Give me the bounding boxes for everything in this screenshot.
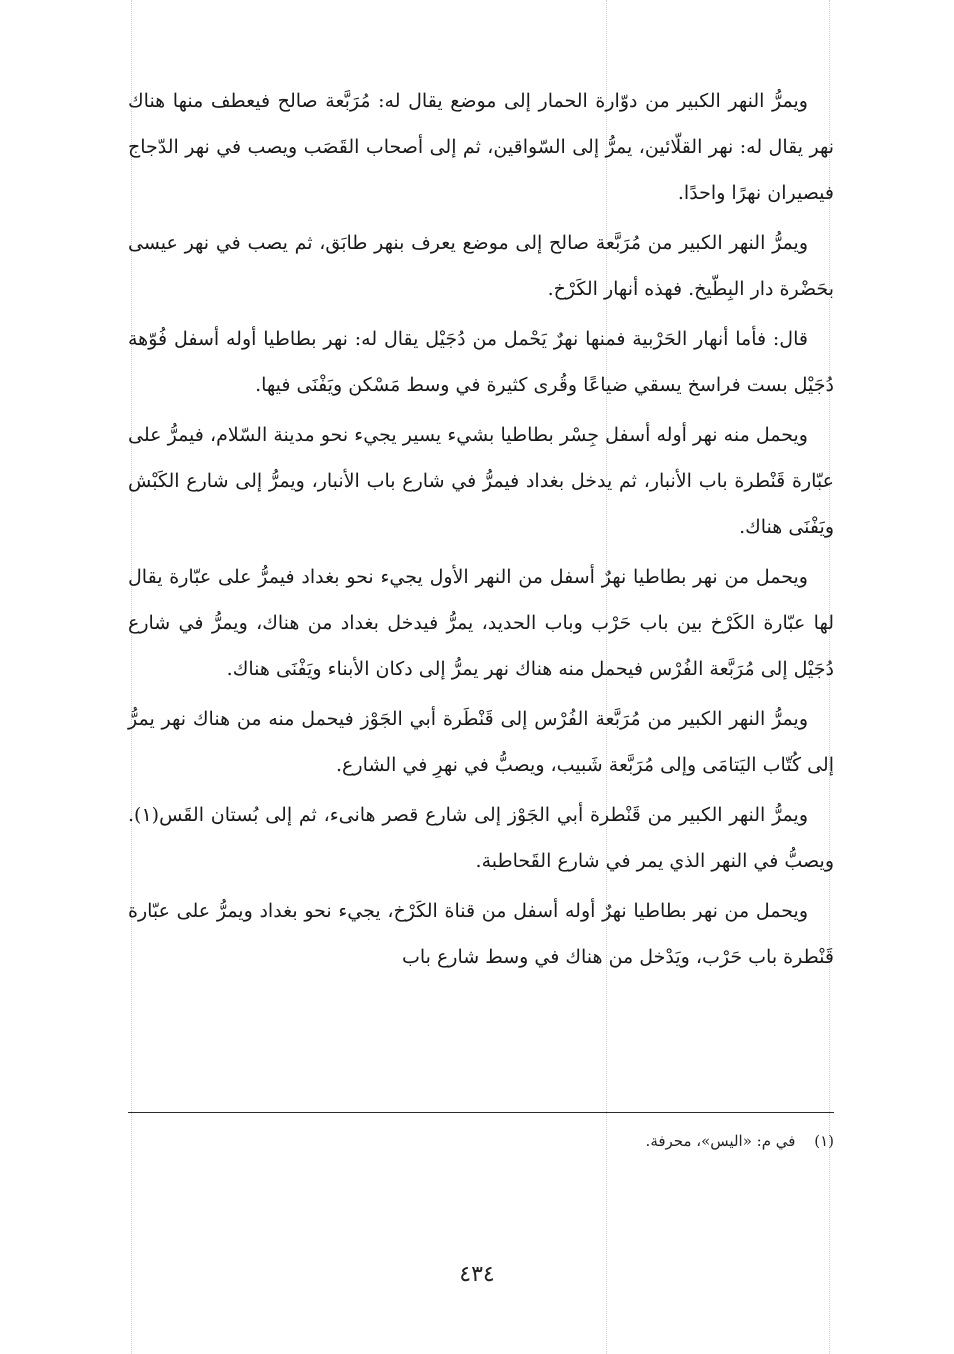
paragraph: قال: فأما أنهار الحَرْبية فمنها نهرٌ يَحْمل من دُجَيْل يقال له: نهر بطاطيا أوله أسفل فُوّهة دُجَيْل بست فراسخ يسقي ضياعًا وقُرى كثيرة في وسط مَسْكن ويَفْنَى فيها. — [128, 328, 834, 396]
paragraph: ويمرُّ النهر الكبير من قَنْطرة أبي الجَوْز إلى شارع قصر هانىء، ثم إلى بُستان القَس(١). ويصبُّ في النهر الذي يمر في شارع القَحاطبة. — [128, 804, 834, 872]
footnote-number: (١) — [814, 1132, 834, 1150]
body-text — [128, 78, 834, 984]
paragraph: ويمرُّ النهر الكبير من مُرَبَّعة صالح إلى موضع يعرف بنهر طابَق، ثم يصب في نهر عيسى بحَضْرة دار البِطّيخ. فهذه أنهار الكَرْخ. — [128, 232, 834, 300]
page-number: ٤٣٤ — [459, 1262, 495, 1287]
paragraph: ويحمل من نهر بطاطيا نهرٌ أسفل من النهر الأول يجيء نحو بغداد فيمرُّ على عبّارة يقال لها عبّارة الكَرْخ بين باب حَرْب وباب الحديد، يمرُّ فيدخل بغداد من هناك، ويمرُّ في شارع دُجَيْل إلى مُرَبَّعة الفُرْس فيحمل منه هناك نهر يمرُّ إلى دكان الأبناء ويَفْنَى هناك. — [128, 566, 834, 680]
paragraph: ويمرُّ النهر الكبير من مُرَبَّعة الفُرْس إلى قَنْطَرة أبي الجَوْز فيحمل منه من هناك نهر يمرُّ إلى كُتّاب اليَتامَى وإلى مُرَبَّعة شَبيب، ويصبُّ في نهرِ في الشارع. — [128, 708, 834, 776]
footnote — [646, 1128, 834, 1154]
paragraph: ويمرُّ النهر الكبير من دوّارة الحمار إلى موضع يقال له: مُرَبَّعة صالح فيعطف منها هناك نهر يقال له: نهر القلّائين، يمرُّ إلى السّواقين، ثم إلى أصحاب القَصَب ويصب في نهر الدّجاج فيصيران نهرًا واحدًا. — [128, 90, 834, 204]
footnote-divider — [128, 1112, 834, 1113]
paragraph: ويحمل من نهر بطاطيا نهرٌ أوله أسفل من قناة الكَرْخ، يجيء نحو بغداد ويمرُّ على عبّارة قَنْطرة باب حَرْب، ويَدْخل من هناك في وسط شارع باب — [128, 900, 834, 968]
paragraph: ويحمل منه نهر أوله أسفل جِسْر بطاطيا بشيء يسير يجيء نحو مدينة السّلام، فيمرُّ على عبّارة قَنْطرة باب الأنبار، ثم يدخل بغداد فيمرُّ في شارع باب الأنبار، ويمرُّ إلى شارع الكَبْش ويَفْنَى هناك. — [128, 424, 834, 538]
footnote-text: في م: «اليس»، محرفة. — [645, 1132, 796, 1150]
